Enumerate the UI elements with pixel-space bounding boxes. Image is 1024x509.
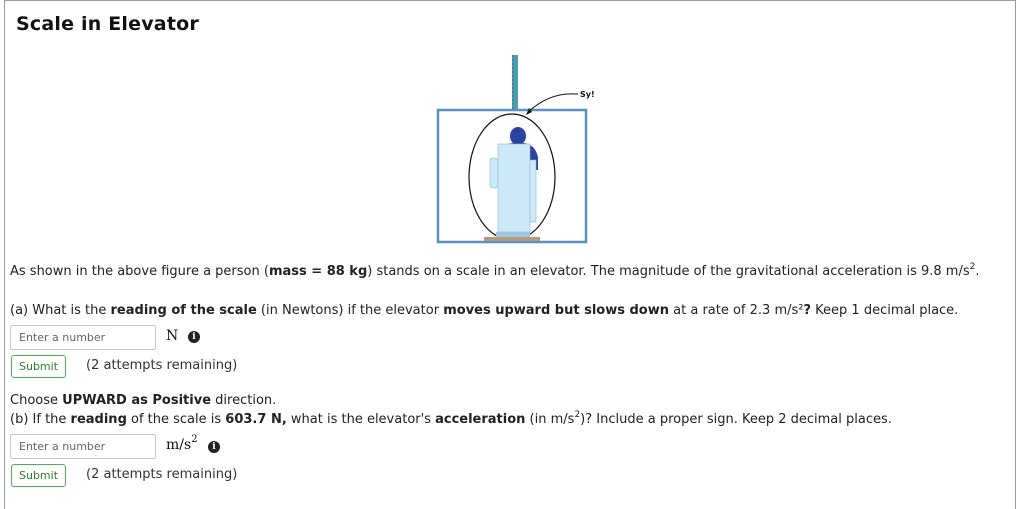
mass-value: mass = 88 kg	[268, 264, 368, 279]
part-b-attempts: (2 attempts remaining)	[86, 467, 238, 482]
part-b-submit-button[interactable]: Submit	[11, 464, 66, 487]
part-a-question: (a) What is the reading of the scale (in Newtons) if the elevator moves upward but slows down at a rate of 2.3 m/s²? Keep 1 decimal place.	[10, 303, 959, 318]
part-b-unit: $m/s^2$	[166, 434, 198, 453]
part-a-unit: N	[166, 328, 179, 344]
direction-note: Choose UPWARD as Positive direction.	[10, 393, 277, 408]
page-title: Scale in Elevator	[16, 13, 199, 35]
scale-platform	[484, 237, 540, 241]
intro-text: As shown in the above figure a person (mass = 88 kg) stands on a scale in an elevator. The magnitude of the gravitational acceleration is 9.8 $m/s^2$.	[10, 262, 980, 279]
part-a-info-icon[interactable]: i	[188, 331, 200, 343]
part-a-attempts: (2 attempts remaining)	[86, 358, 238, 373]
part-b-answer-input[interactable]	[10, 434, 156, 459]
elevator-figure	[430, 50, 610, 246]
part-a-answer-input[interactable]	[10, 325, 156, 350]
part-a-submit-button[interactable]: Submit	[11, 355, 66, 378]
part-b-question: (b) If the reading of the scale is 603.7 N, what is the elevator's acceleration (in $m/s^2$)? Include a proper sign. Keep 2 decimal places.	[10, 410, 892, 427]
figure-label: Sy!	[580, 90, 595, 99]
part-b-info-icon[interactable]: i	[208, 441, 220, 453]
